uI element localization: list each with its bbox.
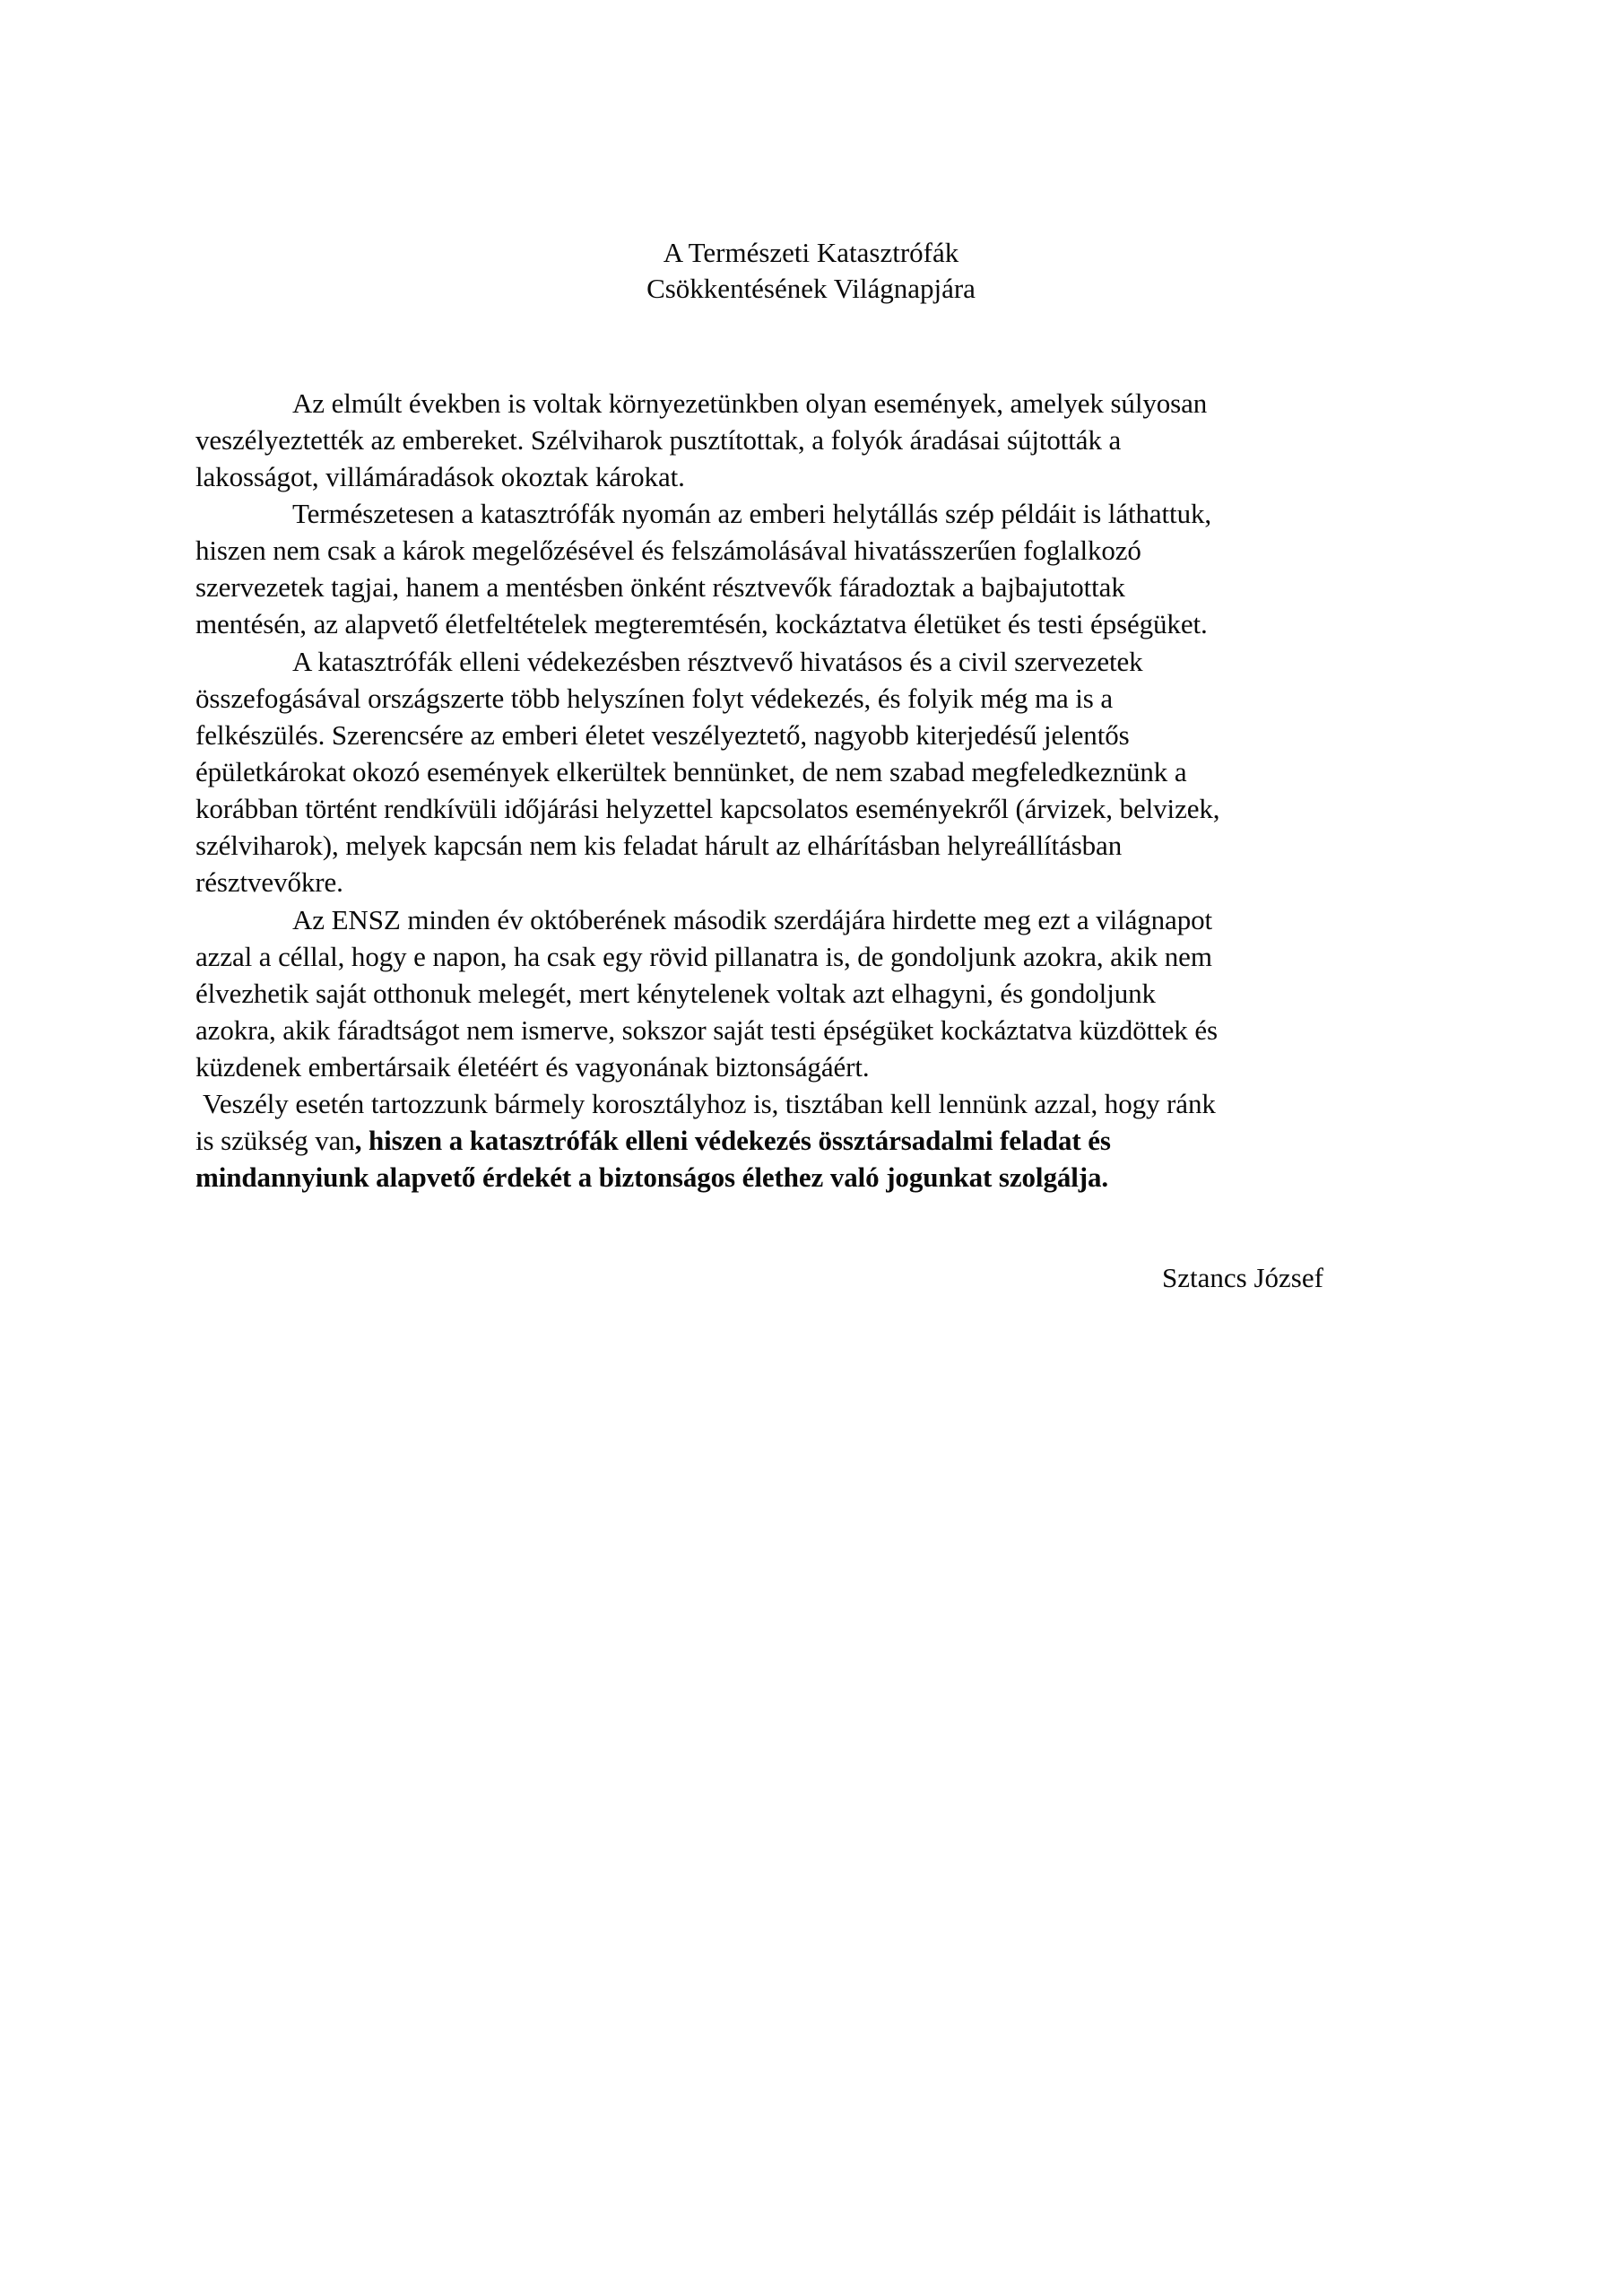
bold-emphasis-text: , hiszen a katasztrófák elleni védekezés össztársadalmi feladat és — [354, 1125, 1111, 1156]
paragraph-line: azzal a céllal, hogy e napon, ha csak egy rövid pillanatra is, de gondoljunk azokra, akik nem — [195, 941, 1212, 972]
paragraph-line: korábban történt rendkívüli időjárási helyzettel kapcsolatos eseményekről (árvizek, belvizek, — [195, 793, 1220, 824]
paragraph-line: veszélyeztették az embereket. Szélviharok pusztítottak, a folyók áradásai sújtották a — [195, 424, 1122, 456]
paragraph-line: résztvevőkre. — [195, 866, 343, 898]
paragraph-line: épületkárokat okozó események elkerültek bennünket, de nem szabad megfeledkeznünk a — [195, 756, 1187, 787]
signature: Sztancs József — [1162, 1262, 1323, 1293]
regular-text: is szükség van — [195, 1125, 355, 1156]
paragraph-line: élvezhetik saját otthonuk melegét, mert kénytelenek voltak azt elhagyni, és gondoljunk — [195, 978, 1156, 1009]
paragraph-line: küzdenek embertársaik életéért és vagyonának biztonságáért. — [195, 1051, 870, 1083]
paragraph-line: összefogásával országszerte több helyszínen folyt védekezés, és folyik még ma is a — [195, 683, 1114, 714]
paragraph-line: szervezetek tagjai, hanem a mentésben önként résztvevők fáradoztak a bajbajutottak — [195, 571, 1125, 603]
document-title-line-2: Csökkentésének Világnapjára — [646, 273, 976, 304]
paragraph-line: Az elmúlt években is voltak környezetünkben olyan események, amelyek súlyosan — [292, 387, 1208, 419]
paragraph-line: hiszen nem csak a károk megelőzésével és felszámolásával hivatásszerűen foglalkozó — [195, 535, 1141, 566]
paragraph-line: A katasztrófák elleni védekezésben résztvevő hivatásos és a civil szervezetek — [292, 646, 1143, 677]
paragraph-line: azokra, akik fáradtságot nem ismerve, sokszor saját testi épségüket kockáztatva küzdöttek és — [195, 1014, 1218, 1046]
paragraph-line: Az ENSZ minden év októberének második szerdájára hirdette meg ezt a világnapot — [292, 904, 1213, 935]
paragraph-line-mixed — [195, 1123, 1111, 1159]
paragraph-line: Veszély esetén tartozzunk bármely korosztályhoz is, tisztában kell lennünk azzal, hogy ránk — [203, 1088, 1216, 1119]
paragraph-line: Természetesen a katasztrófák nyomán az emberi helytállás szép példáit is láthattuk, — [292, 498, 1212, 529]
paragraph-line: lakosságot, villámáradások okoztak károkat. — [195, 461, 685, 492]
bold-emphasis-line: mindannyiunk alapvető érdekét a biztonságos élethez való jogunkat szolgálja. — [195, 1161, 1109, 1193]
paragraph-line: felkészülés. Szerencsére az emberi életet veszélyeztető, nagyobb kiterjedésű jelentős — [195, 719, 1130, 751]
paragraph-line: mentésén, az alapvető életfeltételek megteremtésén, kockáztatva életüket és testi épségüket. — [195, 608, 1208, 639]
document-title-line-1: A Természeti Katasztrófák — [663, 237, 959, 268]
paragraph-line: szélviharok), melyek kapcsán nem kis feladat hárult az elhárításban helyreállításban — [195, 830, 1123, 861]
